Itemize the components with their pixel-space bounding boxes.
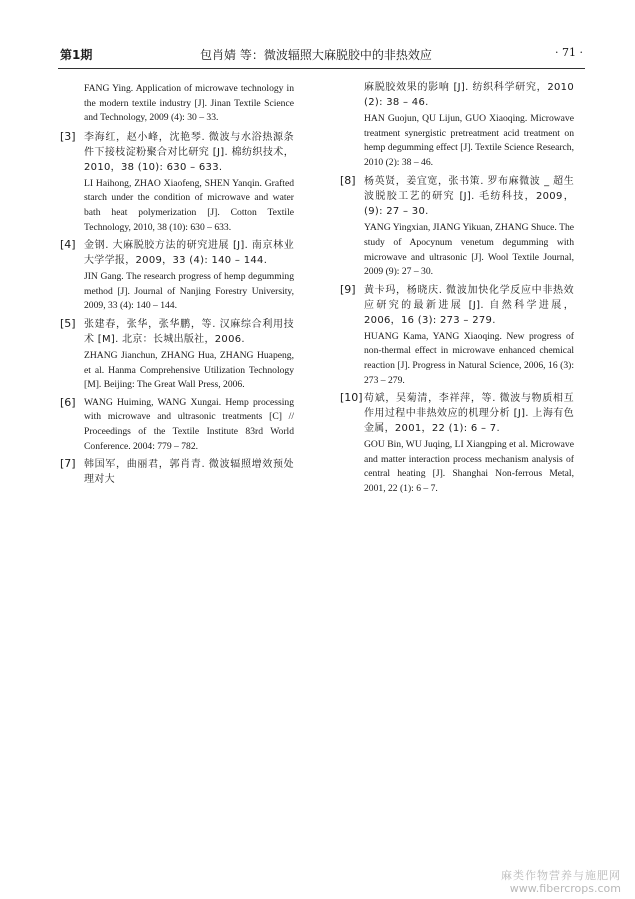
reference-number: [9] <box>340 282 356 296</box>
reference-entry <box>342 391 574 496</box>
reference-en: WANG Huiming, WANG Xungai. Hemp processing with microwave and ultrasonic treatments [C] // Proceedings of the Textile Institute 83rd World Conference. 2004: 779 – 782. <box>84 396 294 452</box>
reference-en: HUANG Kama, YANG Xiaoqing. New progress of non-thermal effect in microwave enhanced chemical reaction [J]. Progress in Natural Science, 2006, 16 (3): 273 – 279. <box>364 330 574 386</box>
reference-number: [8] <box>340 174 356 188</box>
reference-cn: 杨英贤，姜宜宽，张书策. 罗布麻微波 _ 超生波脱胶工艺的研究 [J]. 毛纺科技，2009，(9): 27 – 30. <box>364 176 574 218</box>
reference-entry <box>62 457 294 487</box>
running-title: 包肖婧 等：微波辐照大麻脱胶中的非热效应 <box>200 48 432 62</box>
page-number: · 71 · <box>555 46 583 59</box>
reference-cn: 李海红，赵小峰，沈艳琴. 微波与水浴热源条件下接枝淀粉聚合对比研究 [J]. 棉纺织技术，2010，38 (10): 630 – 633. <box>84 131 294 173</box>
reference-entry <box>62 238 294 314</box>
reference-entry <box>62 130 294 235</box>
reference-cn: 张建春，张华，张华鹏，等. 汉麻综合利用技术 [M]. 北京：长城出版社，2006. <box>84 318 294 345</box>
watermark-title: 麻类作物营养与施肥网 <box>501 869 621 882</box>
reference-cn: 金钢. 大麻脱胶方法的研究进展 [J]. 南京林业大学学报，2009，33 (4): 140 – 144. <box>84 240 294 267</box>
reference-en: LI Haihong, ZHAO Xiaofeng, SHEN Yanqin. Grafted starch under the condition of microwave and water bath heat polymerization [J]. Cotton Textile Technology, 2010, 38 (10): 630 – 633. <box>84 177 294 233</box>
watermark-url: www.fibercrops.com <box>509 882 621 895</box>
reference-cn: 苟斌，吴菊清，李祥萍，等. 微波与物质相互作用过程中非热效应的机理分析 [J]. 上海有色金属，2001，22 (1): 6 – 7. <box>364 393 574 435</box>
reference-continuation-en: FANG Ying. Application of microwave technology in the modern textile industry [J]. Jinan Textile Science and Technology, 2009 (4): 30 – 33. <box>84 83 294 124</box>
reference-en: JIN Gang. The research progress of hemp degumming method [J]. Journal of Nanjing Forestry University, 2009, 33 (4): 140 – 144. <box>84 271 294 312</box>
reference-cn: 黄卡玛，杨晓庆. 微波加快化学反应中非热效应研究的最新进展 [J]. 自然科学进展，2006，16 (3): 273 – 279. <box>364 284 574 326</box>
reference-en: GOU Bin, WU Juqing, LI Xiangping et al. Microwave and matter interaction process mechanism analysis of central heating [J]. Shanghai Non-ferrous Metal, 2001, 22 (1): 6 – 7. <box>364 439 574 494</box>
reference-number: [10] <box>340 391 363 405</box>
reference-continuation-en: HAN Guojun, QU Lijun, GUO Xiaoqing. Microwave treatment synergistic pretreatment acid treatment on hemp degumming effect [J]. Textile Science Research, 2010 (2): 38 – 46. <box>364 113 574 168</box>
reference-entry <box>342 174 574 279</box>
reference-en: ZHANG Jianchun, ZHANG Hua, ZHANG Huapeng, et al. Hanma Comprehensive Utilization Technology [M]. Beijing: The Great Wall Press, 2006. <box>84 349 294 391</box>
issue-number: 第1期 <box>60 48 93 62</box>
reference-en: YANG Yingxian, JIANG Yikuan, ZHANG Shuce. The study of Apocynum venetum degumming with microwave and ultrasonic [J]. Wool Textile Journal, 2009 (9): 27 – 30. <box>364 222 574 278</box>
reference-continuation-cn: 麻脱胶效果的影响 [J]. 纺织科学研究，2010 (2): 38 – 46. <box>364 82 574 108</box>
site-watermark <box>501 869 621 895</box>
reference-number: [6] <box>60 395 76 409</box>
header-rule <box>58 68 585 69</box>
reference-entry <box>62 317 294 393</box>
left-column <box>62 80 294 490</box>
reference-number: [5] <box>60 316 76 330</box>
right-column <box>342 80 574 500</box>
running-header <box>60 46 583 68</box>
reference-number: [4] <box>60 238 76 252</box>
reference-number: [3] <box>60 129 76 143</box>
reference-entry <box>62 396 294 454</box>
reference-entry <box>342 283 574 388</box>
reference-number: [7] <box>60 457 76 471</box>
reference-cn: 韩国军，曲丽君，郭肖青. 微波辐照增效预处理对大 <box>84 459 294 486</box>
